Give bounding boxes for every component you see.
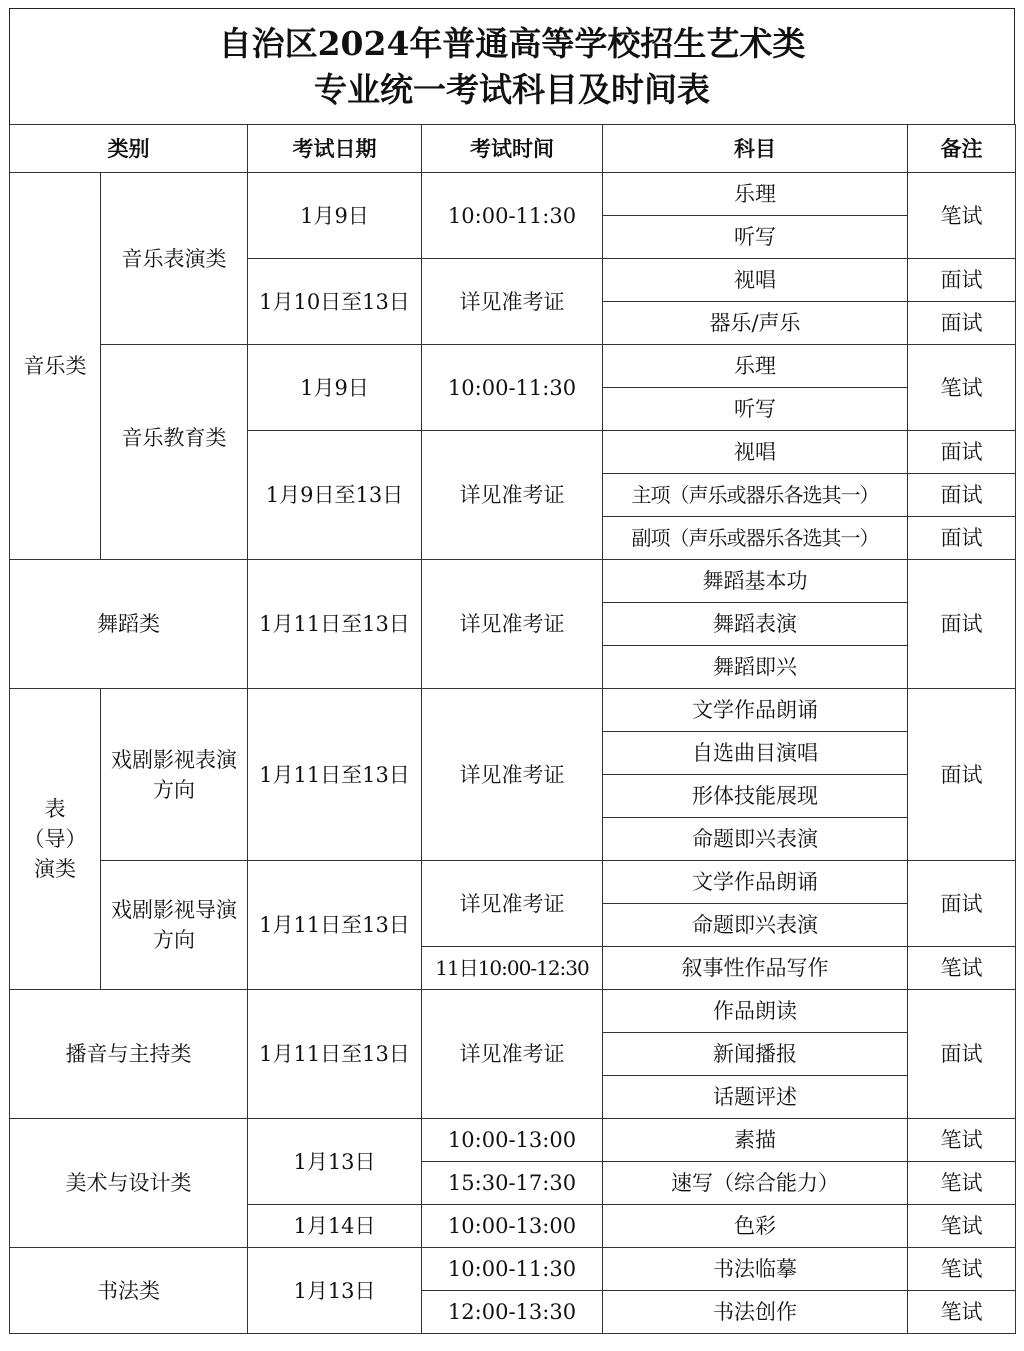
date-cell: 1月11日至13日 (248, 990, 422, 1119)
subject-cell: 形体技能展现 (603, 775, 908, 818)
header-row (10, 125, 1016, 173)
table-row (10, 689, 1016, 732)
subject-cell: 器乐/声乐 (603, 302, 908, 345)
time-cell: 详见准考证 (422, 689, 603, 861)
time-cell: 10:00-11:30 (422, 173, 603, 259)
note-cell: 面试 (908, 861, 1016, 947)
note-cell: 面试 (908, 259, 1016, 302)
note-cell: 面试 (908, 474, 1016, 517)
note-cell: 面试 (908, 689, 1016, 861)
title-line-2: 专业统一考试科目及时间表 (314, 69, 710, 109)
date-cell: 1月9日 (248, 345, 422, 431)
subject-cell: 叙事性作品写作 (603, 947, 908, 990)
note-cell: 笔试 (908, 345, 1016, 431)
table-row (10, 1248, 1016, 1291)
table-row (10, 861, 1016, 904)
table-row (10, 990, 1016, 1033)
note-cell: 笔试 (908, 1248, 1016, 1291)
subject-cell: 舞蹈基本功 (603, 560, 908, 603)
subcategory-drama-directing (101, 861, 248, 990)
header-note: 备注 (908, 125, 1016, 173)
subject-cell: 书法临摹 (603, 1248, 908, 1291)
category-acting-line: 表 (44, 797, 66, 821)
category-acting-line: 演类 (34, 857, 76, 881)
date-cell: 1月9日至13日 (248, 431, 422, 560)
subject-cell: 话题评述 (603, 1076, 908, 1119)
subject-cell: 文学作品朗诵 (603, 689, 908, 732)
subcategory-drama-performance (101, 689, 248, 861)
subcategory-line: 方向 (153, 928, 195, 952)
note-cell: 笔试 (908, 947, 1016, 990)
category-dance: 舞蹈类 (10, 560, 248, 689)
subject-cell: 视唱 (603, 259, 908, 302)
header-time: 考试时间 (422, 125, 603, 173)
date-cell: 1月13日 (248, 1248, 422, 1334)
time-cell: 详见准考证 (422, 259, 603, 345)
subject-cell: 速写（综合能力） (603, 1162, 908, 1205)
category-music: 音乐类 (10, 173, 101, 560)
subject-cell: 主项（声乐或器乐各选其一） (603, 474, 908, 517)
schedule-table (9, 124, 1016, 1334)
title-line-1: 自治区2024年普通高等学校招生艺术类 (218, 23, 806, 63)
subject-cell: 舞蹈即兴 (603, 646, 908, 689)
date-cell: 1月11日至13日 (248, 560, 422, 689)
time-cell: 12:00-13:30 (422, 1291, 603, 1334)
category-broadcast: 播音与主持类 (10, 990, 248, 1119)
time-cell: 详见准考证 (422, 431, 603, 560)
subject-cell: 乐理 (603, 345, 908, 388)
header-date: 考试日期 (248, 125, 422, 173)
time-cell: 详见准考证 (422, 990, 603, 1119)
header-subject: 科目 (603, 125, 908, 173)
time-cell: 详见准考证 (422, 861, 603, 947)
category-art-design: 美术与设计类 (10, 1119, 248, 1248)
subcategory-music-education: 音乐教育类 (101, 345, 248, 560)
time-cell: 详见准考证 (422, 560, 603, 689)
subject-cell: 听写 (603, 216, 908, 259)
note-cell: 笔试 (908, 1162, 1016, 1205)
subcategory-music-performance: 音乐表演类 (101, 173, 248, 345)
subject-cell: 书法创作 (603, 1291, 908, 1334)
subcategory-line: 方向 (153, 777, 195, 802)
subcategory-line: 戏剧影视导演 (111, 898, 237, 922)
note-cell: 面试 (908, 431, 1016, 474)
subject-cell: 听写 (603, 388, 908, 431)
note-cell: 面试 (908, 517, 1016, 560)
table-row (10, 1119, 1016, 1162)
category-acting-directing (10, 689, 101, 990)
subject-cell: 舞蹈表演 (603, 603, 908, 646)
time-cell: 10:00-13:00 (422, 1119, 603, 1162)
subject-cell: 命题即兴表演 (603, 818, 908, 861)
subject-cell: 素描 (603, 1119, 908, 1162)
table-row (10, 173, 1016, 216)
time-cell: 10:00-11:30 (422, 1248, 603, 1291)
date-cell: 1月10日至13日 (248, 259, 422, 345)
date-cell: 1月11日至13日 (248, 689, 422, 861)
subject-cell: 副项（声乐或器乐各选其一） (603, 517, 908, 560)
subject-cell: 命题即兴表演 (603, 904, 908, 947)
header-category: 类别 (10, 125, 248, 173)
subject-cell: 视唱 (603, 431, 908, 474)
note-cell: 笔试 (908, 1119, 1016, 1162)
subject-cell: 作品朗读 (603, 990, 908, 1033)
date-cell: 1月14日 (248, 1205, 422, 1248)
time-cell: 10:00-11:30 (422, 345, 603, 431)
subject-cell: 色彩 (603, 1205, 908, 1248)
subject-cell: 自选曲目演唱 (603, 732, 908, 775)
subject-cell: 文学作品朗诵 (603, 861, 908, 904)
note-cell: 面试 (908, 302, 1016, 345)
category-calligraphy: 书法类 (10, 1248, 248, 1334)
subcategory-line: 戏剧影视表演 (111, 747, 237, 772)
note-cell: 笔试 (908, 173, 1016, 259)
title-box (9, 8, 1015, 124)
schedule-document (9, 8, 1015, 1334)
date-cell: 1月13日 (248, 1119, 422, 1205)
note-cell: 笔试 (908, 1205, 1016, 1248)
category-acting-line: （导） (23, 827, 87, 851)
subject-cell: 新闻播报 (603, 1033, 908, 1076)
date-cell: 1月11日至13日 (248, 861, 422, 990)
time-cell: 10:00-13:00 (422, 1205, 603, 1248)
note-cell: 面试 (908, 990, 1016, 1119)
table-row (10, 560, 1016, 603)
date-cell: 1月9日 (248, 173, 422, 259)
time-cell: 15:30-17:30 (422, 1162, 603, 1205)
table-row (10, 345, 1016, 388)
note-cell: 面试 (908, 560, 1016, 689)
time-cell: 11日10:00-12:30 (422, 947, 603, 990)
note-cell: 笔试 (908, 1291, 1016, 1334)
subject-cell: 乐理 (603, 173, 908, 216)
